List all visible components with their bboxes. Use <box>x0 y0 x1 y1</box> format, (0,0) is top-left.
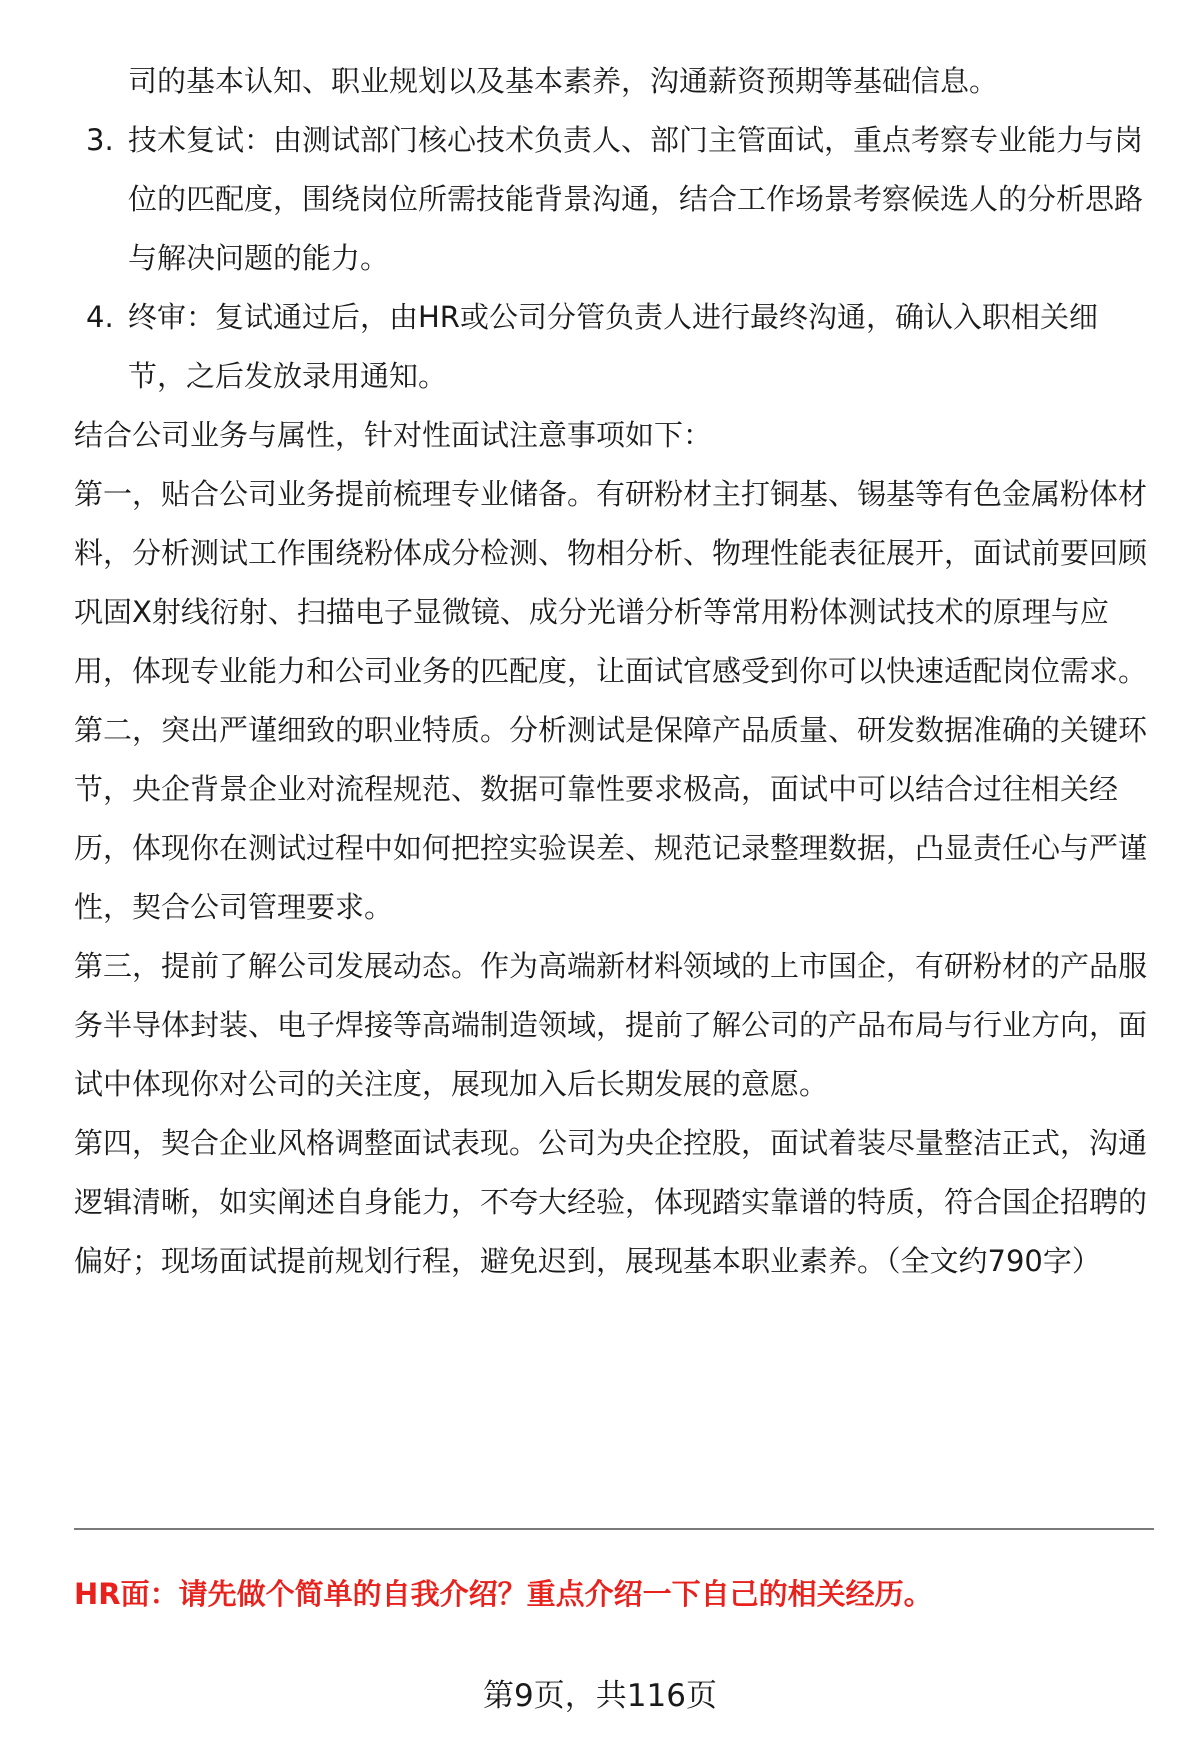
paragraph-fourth: 第四，契合企业风格调整面试表现。公司为央企控股，面试着装尽量整洁正式，沟通逻辑清晰，如实阐述自身能力，不夸大经验，体现踏实靠谱的特质，符合国企招聘的偏好；现场面试提前规划行程，避免迟到，展现基本职业素养。（全文约790字） <box>74 1126 1148 1278</box>
section-divider <box>74 1528 1154 1530</box>
list-item-3 <box>74 111 1154 288</box>
paragraph-second: 第二，突出严谨细致的职业特质。分析测试是保障产品质量、研发数据准确的关键环节，央企背景企业对流程规范、数据可靠性要求极高，面试中可以结合过往相关经历，体现你在测试过程中如何把控实验误差、规范记录整理数据，凸显责任心与严谨性，契合公司管理要求。 <box>74 713 1148 924</box>
interview-question: HR面：请先做个简单的自我介绍？重点介绍一下自己的相关经历。 <box>74 1577 933 1611</box>
intro-paragraph: 结合公司业务与属性，针对性面试注意事项如下： <box>74 418 713 452</box>
list-item-4 <box>74 288 1154 406</box>
paragraph-third: 第三，提前了解公司发展动态。作为高端新材料领域的上市国企，有研粉材的产品服务半导体封装、电子焊接等高端制造领域，提前了解公司的产品布局与行业方向，面试中体现你对公司的关注度，展现加入后长期发展的意愿。 <box>74 949 1148 1101</box>
page-number-footer: 第9页，共116页 <box>483 1678 717 1714</box>
document-body <box>74 52 1154 1291</box>
list-number: 3. <box>86 123 114 157</box>
list-text: 技术复试：由测试部门核心技术负责人、部门主管面试，重点考察专业能力与岗位的匹配度，围绕岗位所需技能背景沟通，结合工作场景考察候选人的分析思路与解决问题的能力。 <box>128 123 1144 275</box>
list-text: 终审：复试通过后，由HR或公司分管负责人进行最终沟通，确认入职相关细节，之后发放录用通知。 <box>128 300 1098 393</box>
continuation-text: 司的基本认知、职业规划以及基本素养，沟通薪资预期等基础信息。 <box>128 64 999 98</box>
paragraph-first: 第一，贴合公司业务提前梳理专业储备。有研粉材主打铜基、锡基等有色金属粉体材料，分析测试工作围绕粉体成分检测、物相分析、物理性能表征展开，面试前要回顾巩固X射线衍射、扫描电子显微镜、成分光谱分析等常用粉体测试技术的原理与应用，体现专业能力和公司业务的匹配度，让面试官感受到你可以快速适配岗位需求。 <box>74 477 1148 688</box>
list-number: 4. <box>86 300 114 334</box>
